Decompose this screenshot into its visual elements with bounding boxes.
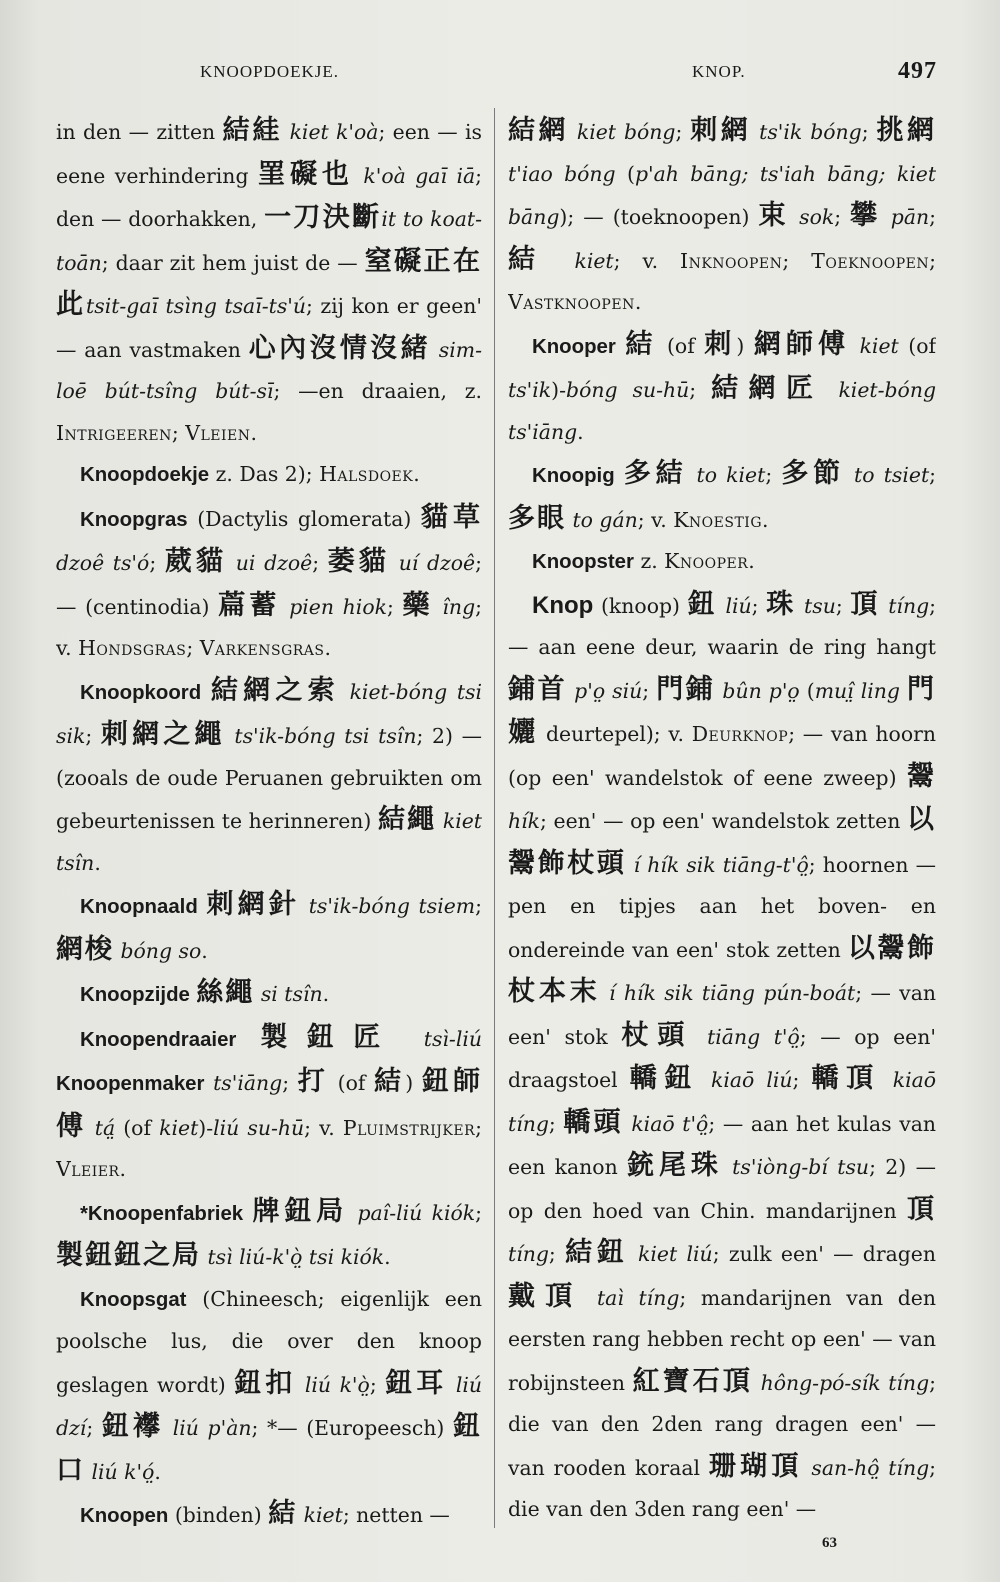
definition-text: . xyxy=(250,420,257,445)
definition-text: ) xyxy=(405,1071,422,1095)
headword: Knoopdoekje xyxy=(80,464,210,486)
definition-text: ; hoornen —pen en tipjes aan het boven- en ondereinde van een' stok zetten xyxy=(508,852,936,962)
cross-reference: Intrigeeren xyxy=(56,420,172,445)
romanization: ts'ik-bóng tsi tsîn xyxy=(225,724,417,748)
dictionary-entry xyxy=(56,670,482,885)
dictionary-entry xyxy=(56,884,482,972)
chinese-characters: 刺網之繩 xyxy=(100,719,226,750)
headword: Knoopster xyxy=(532,551,634,573)
cross-reference: Hondsgras xyxy=(78,636,187,660)
romanization: taì tíng xyxy=(582,1285,680,1310)
chinese-characters: 窒礙正在此 xyxy=(56,245,482,320)
definition-text: . xyxy=(154,1459,161,1484)
romanization: ts'iòng-bí tsu xyxy=(722,1155,870,1179)
cross-reference: Varkensgras xyxy=(199,636,325,660)
chinese-characters: 頂 xyxy=(907,1193,936,1225)
romanization: bóng so xyxy=(114,938,202,963)
definition-text: ; — (centinodia) xyxy=(56,551,482,619)
left-column xyxy=(56,110,482,1530)
cross-reference: Knoestig xyxy=(673,507,763,532)
dictionary-entry xyxy=(56,454,482,497)
chinese-characters: 刺 xyxy=(704,328,737,360)
definition-text xyxy=(616,334,626,358)
chinese-characters: 萹蓄 xyxy=(218,589,281,621)
romanization: kiaō tíng xyxy=(508,1068,936,1136)
chinese-characters: 結繩 xyxy=(377,804,437,835)
dictionary-entry xyxy=(508,541,936,584)
chinese-characters: 罣礙也 xyxy=(257,158,354,190)
chinese-characters: 挑網 xyxy=(876,115,936,146)
romanization: ts'ik-bóng tsiem xyxy=(300,894,476,918)
dictionary-entry xyxy=(56,1017,482,1191)
headword: Knoopzijde xyxy=(80,984,190,1006)
definition-text: ; xyxy=(475,1115,482,1140)
chinese-characters: 結鈕 xyxy=(565,1237,629,1268)
column-divider xyxy=(494,108,495,1528)
definition-text: (of xyxy=(657,333,705,358)
definition-text: ; 2) — (zooals de oude Peruanen gebruikten om gebeurtenissen te herinneren) xyxy=(56,724,482,833)
cross-reference: Vleien xyxy=(185,420,251,445)
romanization: tsì-liú xyxy=(399,1026,482,1051)
chinese-characters: 一刀決斷 xyxy=(264,202,382,233)
headword: Knooper xyxy=(532,335,616,358)
dictionary-entry xyxy=(56,1279,482,1494)
romanization: tsu xyxy=(796,593,836,618)
definition-text: ; xyxy=(675,120,691,144)
chinese-characters: 杖頭 xyxy=(621,1019,694,1051)
headword: Knoopenmaker xyxy=(56,1073,205,1095)
chinese-characters: 結 xyxy=(508,243,553,275)
definition-text: ; zij kon er geen' — aan vastmaken xyxy=(56,294,482,362)
definition-text: . xyxy=(634,290,642,314)
dictionary-entry xyxy=(508,584,936,1531)
romanization: t'iao bóng xyxy=(508,161,616,186)
chinese-characters: 結 xyxy=(268,1498,298,1529)
cross-reference: Vleier xyxy=(56,1157,120,1181)
definition-text: deurtepel); v. xyxy=(538,722,692,746)
chinese-characters: 絲繩 xyxy=(196,977,255,1008)
dictionary-entry xyxy=(56,972,482,1017)
chinese-characters: 結網之索 xyxy=(210,674,340,706)
chinese-characters: 鈕口 xyxy=(56,1411,482,1486)
definition-text: ; xyxy=(929,463,936,487)
headword: Knop xyxy=(532,591,594,619)
definition-text: ; xyxy=(312,551,328,575)
definition-text: ; — van een' stok xyxy=(508,981,936,1049)
definition-text: ; xyxy=(792,1068,812,1092)
definition-text: ; v. xyxy=(56,594,482,660)
chinese-characters: 多眼 xyxy=(508,502,566,534)
definition-text: ; — van hoorn (op een' wandelstok of eene zweep) xyxy=(508,722,936,790)
romanization: paî-liú kiók xyxy=(348,1200,476,1225)
chinese-characters: 網梭 xyxy=(56,933,114,965)
definition-text: ( xyxy=(615,161,635,186)
dictionary-entry xyxy=(508,453,936,541)
romanization: í hík sik tiāng-t'ô̤ xyxy=(626,852,809,877)
chinese-characters: 鈕襻 xyxy=(101,1411,165,1442)
chinese-characters: 製鈕鈕之局 xyxy=(56,1240,201,1271)
definition-text: ; — op een' draagstoel xyxy=(508,1024,936,1092)
cross-reference: Inknoopen xyxy=(680,248,783,273)
romanization: ts'ik bóng xyxy=(751,120,862,144)
definition-text: ; xyxy=(186,636,200,660)
romanization: liú xyxy=(717,593,752,618)
chinese-characters: 萎貓 xyxy=(327,546,391,577)
romanization: to kiet xyxy=(687,463,766,487)
dictionary-entry xyxy=(56,110,482,454)
definition-text: . xyxy=(748,549,755,573)
definition-text: ; xyxy=(369,1372,386,1397)
definition-text xyxy=(615,463,624,487)
definition-text: ; xyxy=(171,420,186,445)
cross-reference: Vastknoopen xyxy=(508,290,635,314)
definition-text: ; xyxy=(765,463,782,487)
chinese-characters: 網師傅 xyxy=(753,328,851,360)
romanization: tiāng t'ô̤ xyxy=(693,1024,800,1049)
romanization: tíng xyxy=(880,593,930,618)
chinese-characters: 結絓 xyxy=(222,115,283,146)
definition-text: ) xyxy=(736,333,754,358)
headword: Knoopendraaier xyxy=(80,1028,237,1051)
romanization: liú su-hū xyxy=(213,1115,305,1140)
romanization: to gán xyxy=(566,507,638,532)
chinese-characters: 戴頂 xyxy=(508,1280,583,1312)
definition-text: ; xyxy=(861,120,877,144)
header-right-catchword: KNOP. xyxy=(692,62,746,81)
definition-text: ; — aan het kulas van een kanon xyxy=(508,1111,936,1179)
chinese-characters: 多節 xyxy=(781,458,845,489)
chinese-characters: 鈕 xyxy=(687,588,718,620)
chinese-characters: 鬶 xyxy=(907,760,936,792)
definition-text: ; xyxy=(548,1111,564,1136)
romanization: ts'iāng xyxy=(204,1071,283,1095)
chinese-characters: 刺網針 xyxy=(206,889,301,920)
definition-text: )- xyxy=(551,378,567,402)
headword: *Knoopenfabriek xyxy=(80,1202,244,1225)
romanization: k'oà gaī iā xyxy=(353,163,476,188)
definition-text: ; xyxy=(386,594,403,619)
chinese-characters: 珠 xyxy=(766,588,797,620)
definition-text: ; den — doorhakken, xyxy=(56,163,482,231)
cross-reference: Deurknop xyxy=(691,722,789,746)
chinese-characters: 銃尾珠 xyxy=(627,1150,723,1181)
chinese-characters: 製鈕匠 xyxy=(260,1021,400,1053)
dictionary-entry xyxy=(56,1493,482,1530)
definition-text: )- xyxy=(198,1115,214,1140)
definition-text: (of xyxy=(328,1071,375,1095)
romanization: hík xyxy=(508,809,541,833)
running-header xyxy=(0,58,1000,98)
definition-text: ; zulk een' — dragen xyxy=(712,1242,936,1266)
chinese-characters: 門鋪 xyxy=(656,673,716,705)
romanization: p'o̤ siú xyxy=(567,678,643,703)
definition-text: . xyxy=(324,636,331,660)
romanization: si tsîn xyxy=(254,982,323,1006)
chinese-characters: 以鬶飾杖頭 xyxy=(508,804,936,879)
definition-text: ( xyxy=(799,678,815,703)
definition-text: ; xyxy=(782,248,812,273)
definition-text: . xyxy=(413,462,420,486)
romanization: kiaō liú xyxy=(698,1068,793,1092)
definition-text: ; xyxy=(475,894,482,918)
definition-text: ; xyxy=(86,1416,102,1440)
definition-text: (Dactylis glomerata) xyxy=(187,506,421,531)
definition-text: ; xyxy=(689,378,712,402)
chinese-characters: 轎頂 xyxy=(811,1063,881,1094)
romanization: kiet bóng xyxy=(568,120,676,144)
right-column xyxy=(508,110,936,1530)
definition-text: ; daar zit hem juist de — xyxy=(101,250,365,275)
romanization: liú k'ó̤ xyxy=(85,1459,155,1484)
definition-text: ; mandarijnen van den eersten rang hebben recht op een' — van robijnsteen xyxy=(508,1285,936,1395)
romanization: dzoê ts'ó xyxy=(56,551,150,575)
chinese-characters: 牌鈕局 xyxy=(252,1195,349,1227)
romanization: kiet tsîn xyxy=(56,809,482,875)
romanization: tá̤ xyxy=(86,1115,116,1140)
romanization: tsit-gaī tsìng tsaī-ts'ú xyxy=(86,294,307,318)
chinese-characters: 葳貓 xyxy=(164,546,228,577)
definition-text: . xyxy=(384,1245,391,1269)
definition-text: . xyxy=(762,507,769,532)
chinese-characters: 結網匠 xyxy=(711,373,824,404)
definition-text: (of xyxy=(115,1115,160,1140)
definition-text: ; die van den 3den rang een' — xyxy=(508,1455,936,1521)
definition-text: ; —en draaien, z. xyxy=(273,379,482,403)
romanization: hông-pó-sík tíng xyxy=(753,1370,930,1395)
romanization: ui dzoê xyxy=(227,551,313,575)
dictionary-entry xyxy=(508,324,936,454)
cross-reference: Toeknoopen xyxy=(811,248,930,273)
chinese-characters: 結網 xyxy=(508,115,569,146)
definition-text: (binden) xyxy=(168,1503,269,1527)
romanization: kiaō t'ô̤ xyxy=(623,1111,709,1136)
chinese-characters: 鈕師傅 xyxy=(56,1066,482,1142)
page-number: 497 xyxy=(898,58,937,84)
chinese-characters: 紅寶石頂 xyxy=(632,1365,753,1397)
definition-text: ; xyxy=(85,724,101,748)
definition-text: . xyxy=(94,850,101,875)
romanization: kiet xyxy=(552,248,614,273)
definition-text: z. Das 2); xyxy=(209,462,320,486)
romanization: liú k'ò̤ xyxy=(296,1372,370,1397)
headword: Knoopig xyxy=(532,465,615,487)
romanization: í hík sik tiāng pún-boát xyxy=(600,981,856,1005)
chinese-characters: 束 xyxy=(758,200,791,231)
definition-text: ; die van den 2den rang dragen een' — van rooden koraal xyxy=(508,1370,936,1480)
romanization: bóng su-hū xyxy=(566,378,690,402)
romanization: kiet liú xyxy=(628,1242,713,1266)
chinese-characters: 鈕扣 xyxy=(234,1367,297,1399)
romanization: tsì liú-k'ò̤ tsi kiók xyxy=(201,1245,385,1269)
definition-text: ); — (toeknoopen) xyxy=(559,205,759,229)
dictionary-entry xyxy=(56,1191,482,1279)
cross-reference: Pluimstrijker xyxy=(342,1115,476,1140)
romanization: tíng xyxy=(508,1242,549,1266)
headword: Knoopnaald xyxy=(80,896,198,918)
headword: Knoopsgat xyxy=(80,1288,187,1311)
definition-text: ; xyxy=(834,205,851,229)
chinese-characters: 攀 xyxy=(850,200,882,231)
romanization: sok xyxy=(790,205,835,229)
romanization: îng xyxy=(433,594,476,619)
romanization: kiet-bóng tsi sik xyxy=(56,679,482,748)
definition-text: ; *— (Europeesch) xyxy=(251,1416,453,1440)
definition-text: (of xyxy=(898,333,936,358)
header-left-catchword: KNOOPDOEKJE. xyxy=(200,62,340,81)
chinese-characters: 鋪首 xyxy=(508,673,568,705)
chinese-characters: 結 xyxy=(625,328,658,360)
definition-text: ; xyxy=(548,1242,566,1266)
chinese-characters: 轎頭 xyxy=(563,1106,624,1138)
chinese-characters: 刺網 xyxy=(690,115,752,146)
headword: Knoopgras xyxy=(80,508,188,531)
definition-text: ; xyxy=(751,593,767,618)
romanization: san-hô̤ tíng xyxy=(802,1455,930,1480)
chinese-characters: 藥 xyxy=(402,589,434,621)
definition-text xyxy=(900,679,907,703)
romanization: pien hiok xyxy=(280,594,387,619)
romanization: kiet xyxy=(850,333,899,358)
definition-text: . xyxy=(119,1157,127,1181)
definition-text: ; v. xyxy=(637,507,674,532)
romanization: p'ah bāng; ts'iah bāng; kiet bāng xyxy=(508,161,936,229)
definition-text: ; een — is eene verhindering xyxy=(56,120,482,188)
definition-text: ; xyxy=(929,205,936,229)
romanization: bûn p'o̤ xyxy=(715,678,800,703)
definition-text xyxy=(236,1027,260,1051)
chinese-characters: 珊瑚頂 xyxy=(708,1450,803,1482)
romanization: it to koat-toān xyxy=(56,207,482,275)
definition-text: ; xyxy=(282,1071,298,1095)
definition-text: ; v. xyxy=(613,248,681,273)
definition-text: ; — aan eene deur, waarin de ring hangt xyxy=(508,593,936,659)
romanization: kiet xyxy=(159,1115,199,1140)
dictionary-entry xyxy=(508,110,936,324)
definition-text xyxy=(201,680,211,704)
definition-text: . xyxy=(577,419,584,444)
chinese-characters: 鈕耳 xyxy=(385,1367,448,1399)
romanization: kiet k'oà xyxy=(282,120,379,144)
romanization: ts'ik xyxy=(508,378,552,402)
cross-reference: Knooper xyxy=(664,549,749,573)
definition-text: . xyxy=(201,938,208,963)
romanization: sim-loē bút-tsîng bút-sī xyxy=(56,337,482,403)
headword: Knoopkoord xyxy=(80,681,202,704)
cross-reference: Halsdoek xyxy=(319,462,414,486)
definition-text: ; xyxy=(929,248,936,273)
chinese-characters: 結 xyxy=(374,1066,406,1097)
romanization: liú dzí xyxy=(56,1372,482,1440)
definition-text: (knoop) xyxy=(593,593,688,618)
romanization: pān xyxy=(881,205,930,229)
definition-text xyxy=(243,1201,252,1225)
chinese-characters: 頂 xyxy=(850,588,881,620)
signature-mark: 63 xyxy=(822,1535,837,1551)
definition-text: ; xyxy=(642,678,657,703)
definition-text: . xyxy=(322,982,330,1006)
definition-text: ; netten — xyxy=(342,1503,450,1527)
chinese-characters: 心內沒情沒緒 xyxy=(248,332,431,364)
romanization: to tsiet xyxy=(844,463,930,487)
romanization: kiet xyxy=(297,1503,343,1527)
romanization: kiet-bóng ts'iāng xyxy=(508,378,936,444)
headword: Knoopen xyxy=(80,1505,169,1527)
chinese-characters: 多結 xyxy=(623,458,688,489)
romanization: muî̤ ling xyxy=(814,678,900,703)
chinese-characters: 轎鈕 xyxy=(629,1063,699,1094)
chinese-characters: 以鬶飾杖本末 xyxy=(508,932,936,1007)
definition-text: ; een' — op een' wandelstok zetten xyxy=(540,809,907,833)
definition-text: (Chineesch; eigenlijk een poolsche lus, die over den knoop geslagen wordt) xyxy=(56,1286,482,1397)
romanization: liú p'àn xyxy=(164,1416,252,1440)
definition-text: ; 2) — op den hoed van Chin. mandarijnen xyxy=(508,1155,936,1223)
chinese-characters: 貓草 xyxy=(420,501,482,533)
definition-text: ; xyxy=(475,1200,482,1225)
chinese-characters: 打 xyxy=(297,1066,329,1097)
definition-text: ; xyxy=(835,593,851,618)
chinese-characters: 門孋 xyxy=(508,673,936,748)
definition-text: z. xyxy=(633,549,665,573)
romanization: uí dzoê xyxy=(390,551,476,575)
definition-text: in den — zitten xyxy=(56,120,223,144)
dictionary-entry xyxy=(56,497,482,670)
definition-text: ; xyxy=(149,551,165,575)
definition-text: ; v. xyxy=(304,1115,343,1140)
